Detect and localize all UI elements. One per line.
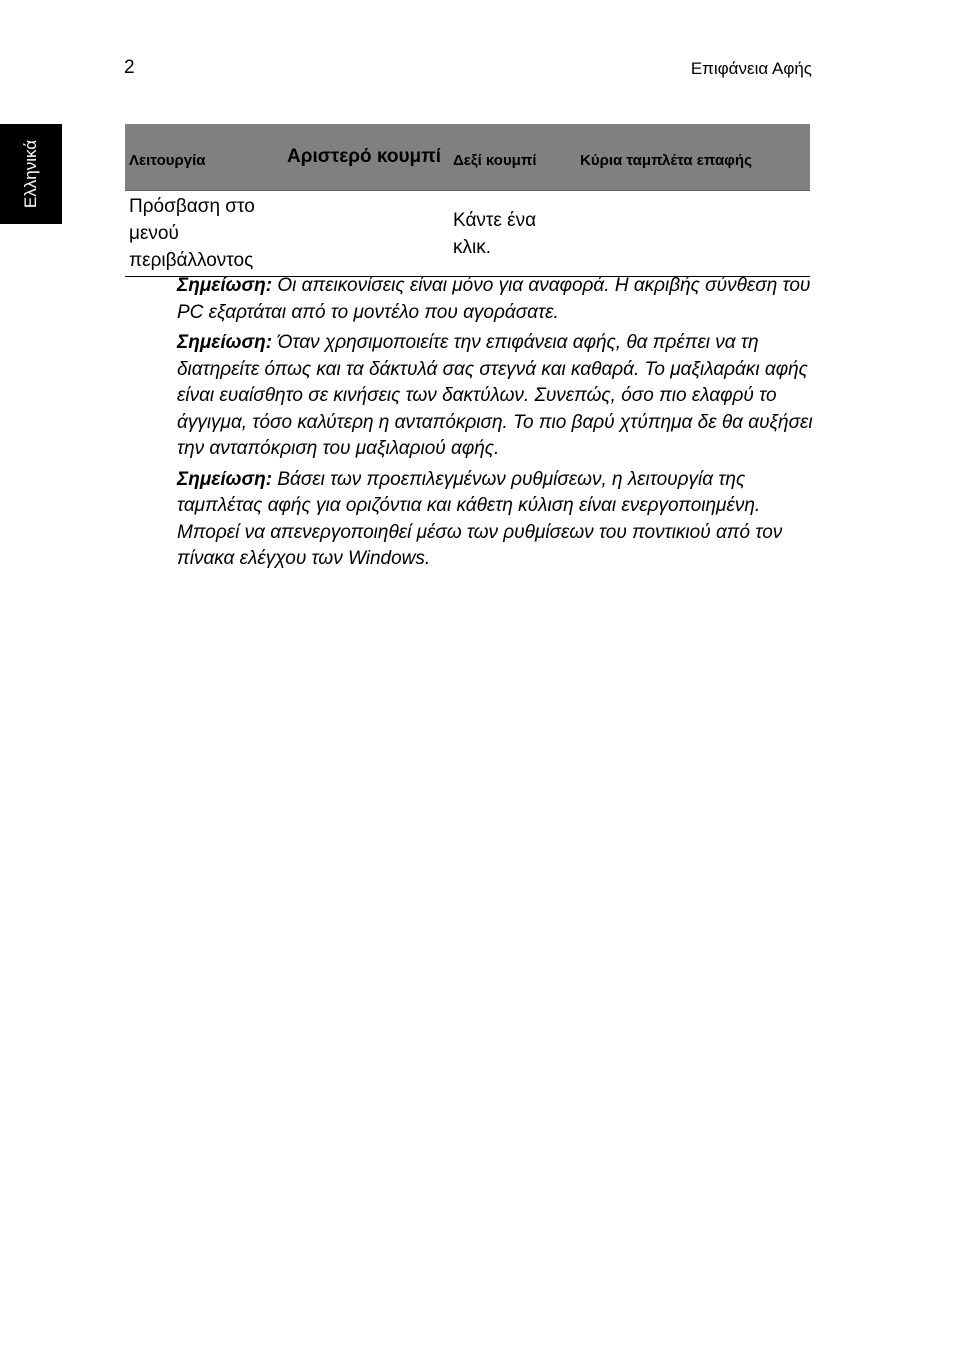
header-left-button: Αριστερό κουμπί xyxy=(281,124,449,191)
header-right-button: Δεξί κουμπί xyxy=(449,124,576,191)
note-item xyxy=(177,467,817,573)
cell-left-button xyxy=(281,191,449,277)
header-main-touchpad: Κύρια ταμπλέτα επαφής xyxy=(576,124,810,191)
table-row xyxy=(125,191,810,277)
note-text: Όταν χρησιμοποιείτε την επιφάνεια αφής, θα πρέπει να τη διατηρείτε όπως και τα δάκτυλά σας στεγνά και καθαρά. Το μαξιλαράκι αφής είναι ευαίσθητο σε κινήσεις των δακτύλων. Συνεπώς, όσο πιο ελαφρύ το άγγιγμα, τόσο καλύτερη η ανταπόκριση. Το πιο βαρύ χτύπημα δε θα αυξήσει την ανταπόκριση του μαξιλαριού αφής. xyxy=(177,332,813,459)
language-tab-label: Ελληνικά xyxy=(21,139,40,209)
note-label: Σημείωση: xyxy=(177,275,273,296)
function-table xyxy=(125,124,810,277)
table-header-row xyxy=(125,124,810,191)
note-text: Οι απεικονίσεις είναι μόνο για αναφορά. Η ακριβής σύνθεση του PC εξαρτάται από το μοντέλο που αγοράσατε. xyxy=(177,275,811,323)
note-text: Βάσει των προεπιλεγμένων ρυθμίσεων, η λειτουργία της ταμπλέτας αφής για οριζόντια και κάθετη κύλιση είναι ενεργοποιημένη. Μπορεί να απενεργοποιηθεί μέσω των ρυθμίσεων του ποντικιού από τον πίνακα ελέγχου των Windows. xyxy=(177,468,783,569)
language-tab xyxy=(0,124,62,224)
cell-right-button: Κάντε ένα κλικ. xyxy=(449,191,576,277)
header-function: Λειτουργία xyxy=(125,124,281,191)
note-label: Σημείωση: xyxy=(177,468,273,490)
notes-section xyxy=(177,273,817,577)
section-title: Επιφάνεια Αφής xyxy=(690,59,812,78)
cell-main-touchpad xyxy=(576,191,810,277)
note-item xyxy=(177,330,817,463)
cell-function: Πρόσβαση στο μενού περιβάλλοντος xyxy=(125,191,281,277)
note-item xyxy=(177,273,817,326)
note-label: Σημείωση: xyxy=(177,332,273,353)
page-number: 2 xyxy=(124,57,135,78)
